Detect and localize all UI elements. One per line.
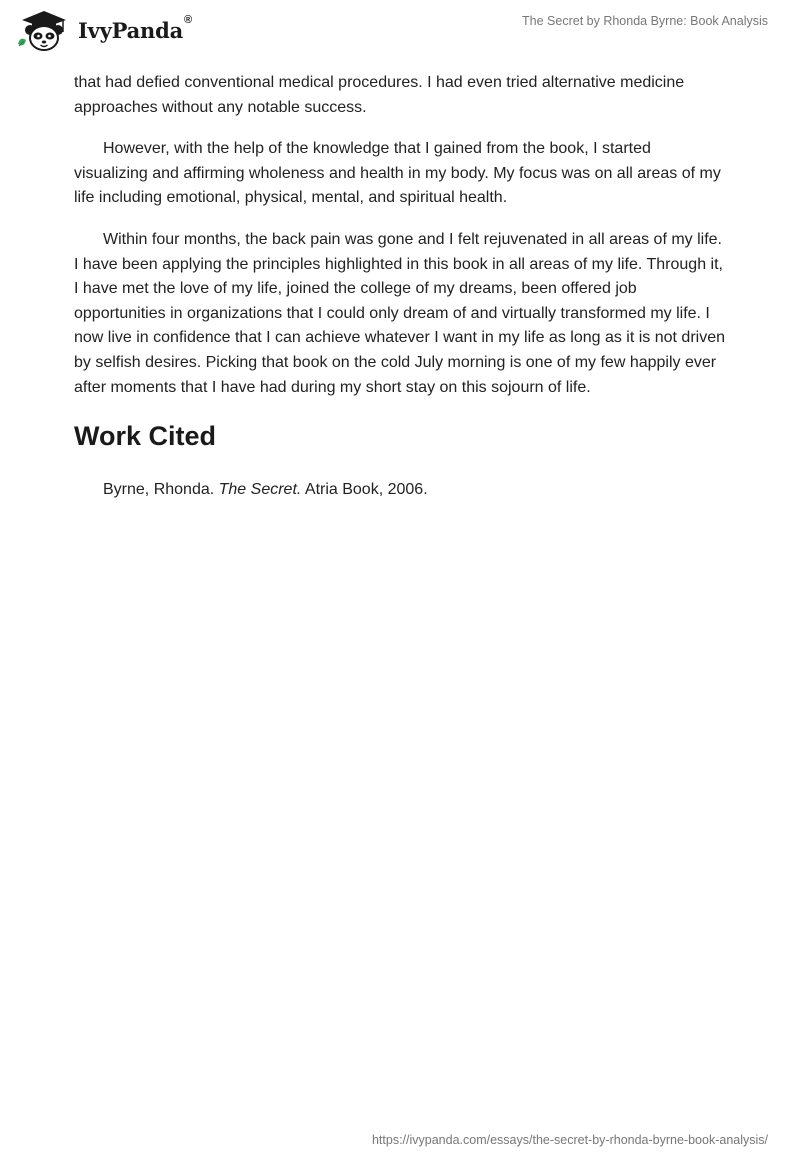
registered-mark: ®	[184, 13, 192, 26]
page-header	[0, 0, 800, 70]
citation-publisher: Atria Book, 2006.	[301, 481, 428, 499]
document-title: The Secret by Rhonda Byrne: Book Analysis	[522, 14, 768, 28]
citation-title: The Secret.	[218, 481, 302, 499]
paragraph-continuation: that had defied conventional medical procedures. I had even tried alternative medicine approaches without any notable success.	[74, 74, 685, 116]
citation-entry	[74, 478, 726, 502]
panda-graduate-icon	[16, 8, 72, 52]
work-cited-heading: Work Cited	[74, 421, 217, 452]
essay-body	[74, 71, 726, 502]
citation-author: Byrne, Rhonda.	[103, 481, 219, 499]
source-url[interactable]: https://ivypanda.com/essays/the-secret-by-rhonda-byrne-book-analysis/	[371, 1133, 768, 1147]
ivypanda-logo[interactable]	[16, 8, 192, 52]
paragraph: However, with the help of the knowledge that I gained from the book, I started visualizing and affirming wholeness and health in my body. My focus was on all areas of my life including emotional, physical, mental, and spiritual health.	[74, 140, 721, 207]
paragraph: Within four months, the back pain was gone and I felt rejuvenated in all areas of my life. I have been applying the principles highlighted in this book in all areas of my life. Through it, I have met the love of my life, joined the college of my dreams, been offered job opportunities in organizations that I could only dream of and virtually transformed my life. I now live in confidence that I can achieve whatever I want in my life as long as it is not driven by selfish desires. Picking that book on the cold July morning is one of my few happily ever after moments that I have had during my short stay on this sojourn of life.	[74, 230, 726, 396]
brand-name: IvyPanda®	[78, 13, 192, 43]
